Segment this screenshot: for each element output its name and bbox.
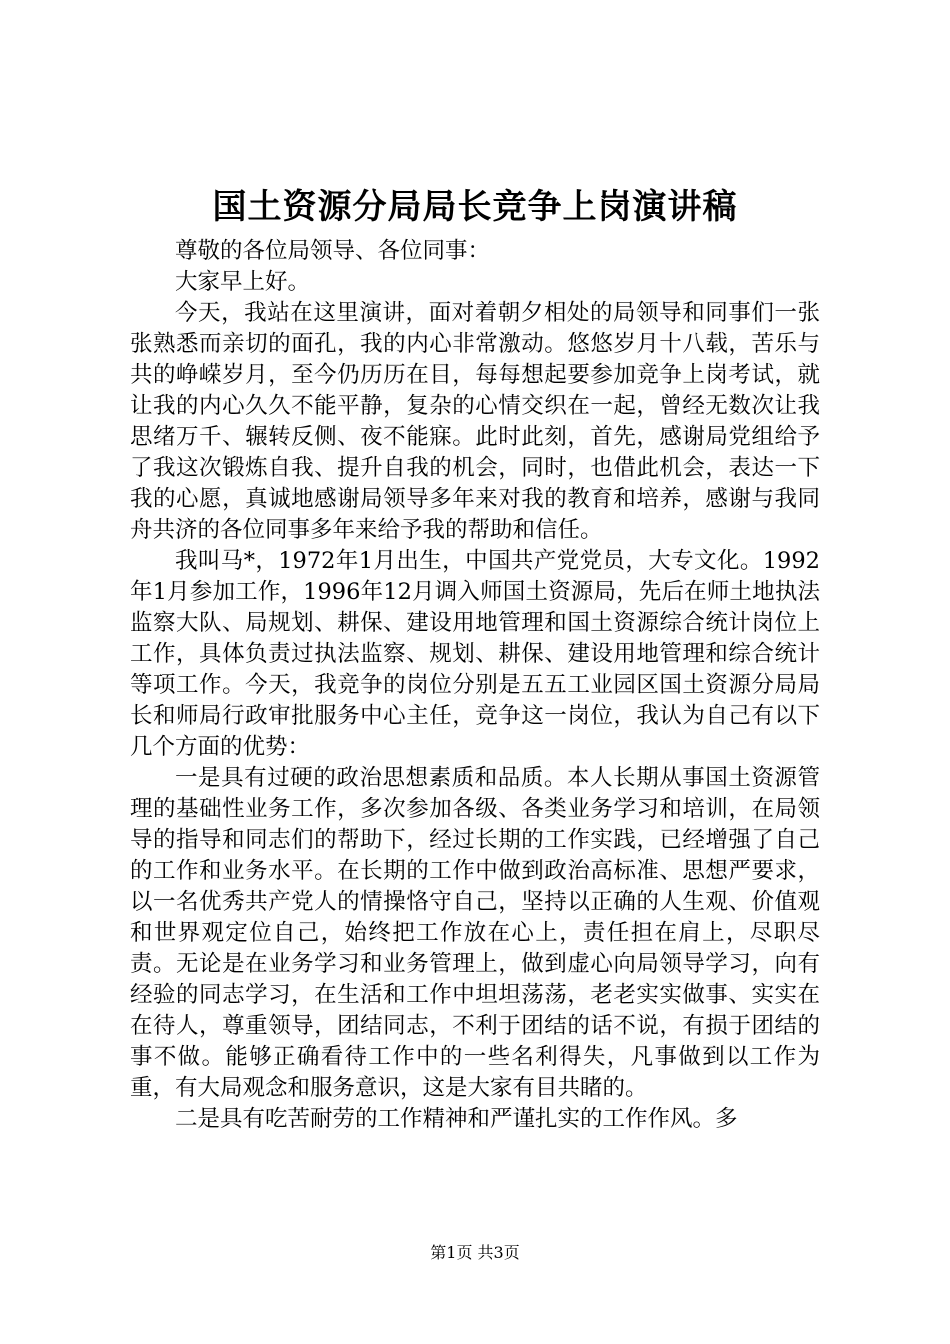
salutation: 尊敬的各位局领导、各位同事： [175,238,491,264]
greeting: 大家早上好。 [175,269,311,295]
paragraph-advantage-two: 二是具有吃苦耐劳的工作精神和严谨扎实的工作作风。多 [175,1106,738,1132]
document-title: 国土资源分局局长竞争上岗演讲稿 [212,187,738,227]
page-footer: 第1页 共3页 [430,1243,520,1262]
paragraph-intro: 今天，我站在这里演讲，面对着朝夕相处的局领导和同事们一张张熟悉而亲切的面孔，我的内心非常激动。悠悠岁月十八载，苦乐与共的峥嵘岁月，至今仍历历在目，每每想起要参加竞争上岗考试，就让我的内心久久不能平静，复杂的心情交织在一起，曾经无数次让我思绪万千、辗转反侧、夜不能寐。此时此刻，首先，感谢局党组给予了我这次锻炼自我、提升自我的机会，同时，也借此机会，表达一下我的心愿，真诚地感谢局领导多年来对我的教育和培养，感谢与我同舟共济的各位同事多年来给予我的帮助和信任。 [130,300,820,543]
document-body [130,236,820,1135]
paragraph-background: 我叫马*，1972年1月出生，中国共产党党员，大专文化。1992年1月参加工作，1996年12月调入师国土资源局，先后在师土地执法监察大队、局规划、耕保、建设用地管理和国土资源综合统计岗位上工作，具体负责过执法监察、规划、耕保、建设用地管理和综合统计等项工作。今天，我竞争的岗位分别是五五工业园区国土资源分局局长和师局行政审批服务中心主任，竞争这一岗位，我认为自己有以下几个方面的优势： [130,548,820,760]
paragraph-advantage-one: 一是具有过硬的政治思想素质和品质。本人长期从事国土资源管理的基础性业务工作，多次参加各级、各类业务学习和培训，在局领导的指导和同志们的帮助下，经过长期的工作实践，已经增强了自己的工作和业务水平。在长期的工作中做到政治高标准、思想严要求，以一名优秀共产党人的情操恪守自己，坚持以正确的人生观、价值观和世界观定位自己，始终把工作放在心上，责任担在肩上，尽职尽责。无论是在业务学习和业务管理上，做到虚心向局领导学习，向有经验的同志学习，在生活和工作中坦坦荡荡，老老实实做事、实实在在待人，尊重领导，团结同志，不利于团结的话不说，有损于团结的事不做。能够正确看待工作中的一些名利得失，凡事做到以工作为重，有大局观念和服务意识，这是大家有目共睹的。 [130,765,820,1101]
